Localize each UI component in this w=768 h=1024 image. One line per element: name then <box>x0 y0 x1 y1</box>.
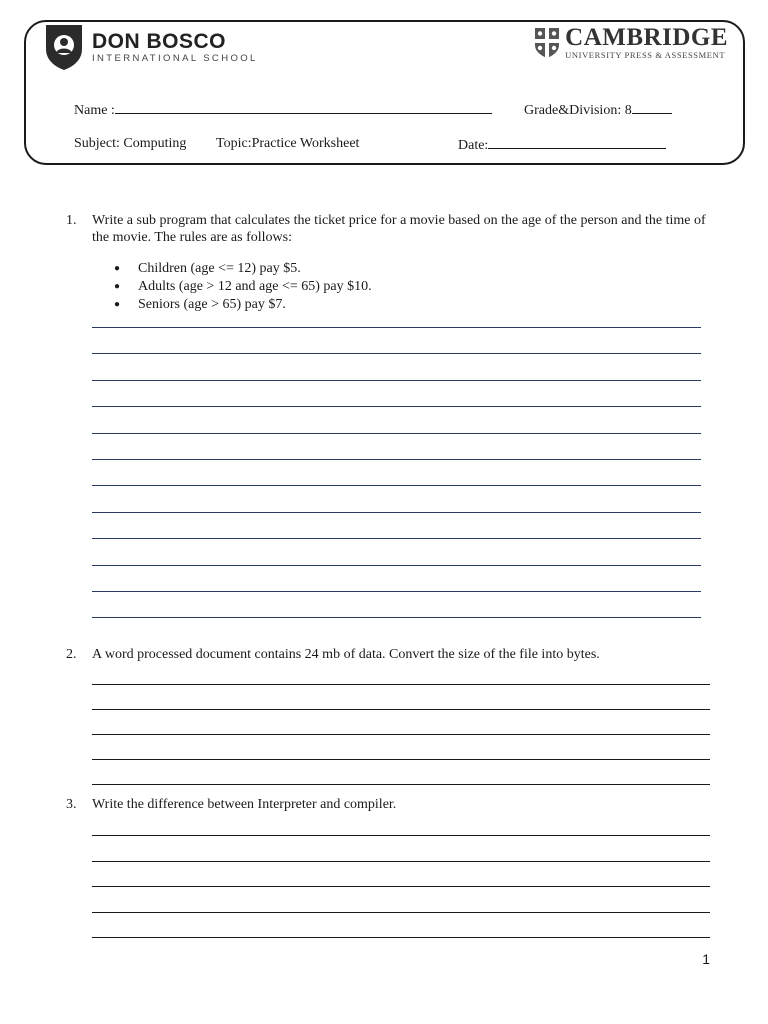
answer-line[interactable] <box>92 433 701 434</box>
answer-line[interactable] <box>92 734 710 735</box>
answer-line[interactable] <box>92 512 701 513</box>
list-item: ● Adults (age > 12 and age <= 65) pay $10. <box>114 278 372 296</box>
question-3 <box>66 796 716 813</box>
board-subtitle: UNIVERSITY PRESS & ASSESSMENT <box>565 50 726 60</box>
date-label: Date: <box>458 138 489 153</box>
answer-line[interactable] <box>92 565 701 566</box>
answer-line[interactable] <box>92 886 710 887</box>
question-text: A word processed document contains 24 mb of data. Convert the size of the file into bytes. <box>92 647 600 662</box>
answer-line[interactable] <box>92 912 710 913</box>
cambridge-logo <box>534 26 728 60</box>
name-field[interactable] <box>74 101 492 119</box>
answer-line[interactable] <box>92 759 710 760</box>
answer-line[interactable] <box>92 591 701 592</box>
grade-field[interactable] <box>524 101 672 119</box>
answer-line[interactable] <box>92 538 701 539</box>
date-blank[interactable] <box>488 136 666 149</box>
answer-line[interactable] <box>92 684 710 685</box>
school-name: DON BOSCO <box>92 29 227 53</box>
answer-line[interactable] <box>92 861 710 862</box>
name-blank[interactable] <box>115 101 492 114</box>
answer-line[interactable] <box>92 617 701 618</box>
answer-line[interactable] <box>92 353 701 354</box>
school-crest-icon <box>44 23 84 71</box>
rules-list <box>114 260 372 314</box>
school-subtitle: INTERNATIONAL SCHOOL <box>92 52 258 64</box>
don-bosco-logo <box>44 23 258 71</box>
name-label: Name : <box>74 103 115 118</box>
question-number: 2. <box>66 647 77 662</box>
answer-line[interactable] <box>92 485 701 486</box>
question-1 <box>66 212 716 246</box>
topic-label: Topic:Practice Worksheet <box>216 136 360 151</box>
answer-line[interactable] <box>92 327 701 328</box>
answer-line[interactable] <box>92 937 710 938</box>
question-number: 1. <box>66 213 77 228</box>
grade-blank[interactable] <box>632 101 672 114</box>
question-text: Write a sub program that calculates the ticket price for a movie based on the age of the person and the time of the movie. The rules are as follows: <box>92 213 706 245</box>
subject-label: Subject: Computing <box>74 136 187 151</box>
answer-line[interactable] <box>92 380 701 381</box>
answer-line[interactable] <box>92 406 701 407</box>
list-item: ● Children (age <= 12) pay $5. <box>114 260 372 278</box>
answer-line[interactable] <box>92 835 710 836</box>
cambridge-crest-icon <box>534 27 560 59</box>
answer-line[interactable] <box>92 784 710 785</box>
question-number: 3. <box>66 797 77 812</box>
date-field[interactable] <box>458 136 666 154</box>
question-text: Write the difference between Interpreter and compiler. <box>92 797 397 812</box>
grade-label: Grade&Division: 8 <box>524 103 632 118</box>
question-2 <box>66 646 716 663</box>
page-number: 1 <box>702 951 710 967</box>
answer-line[interactable] <box>92 459 701 460</box>
answer-line[interactable] <box>92 709 710 710</box>
board-name: CAMBRIDGE <box>565 24 728 51</box>
list-item: ● Seniors (age > 65) pay $7. <box>114 296 372 314</box>
